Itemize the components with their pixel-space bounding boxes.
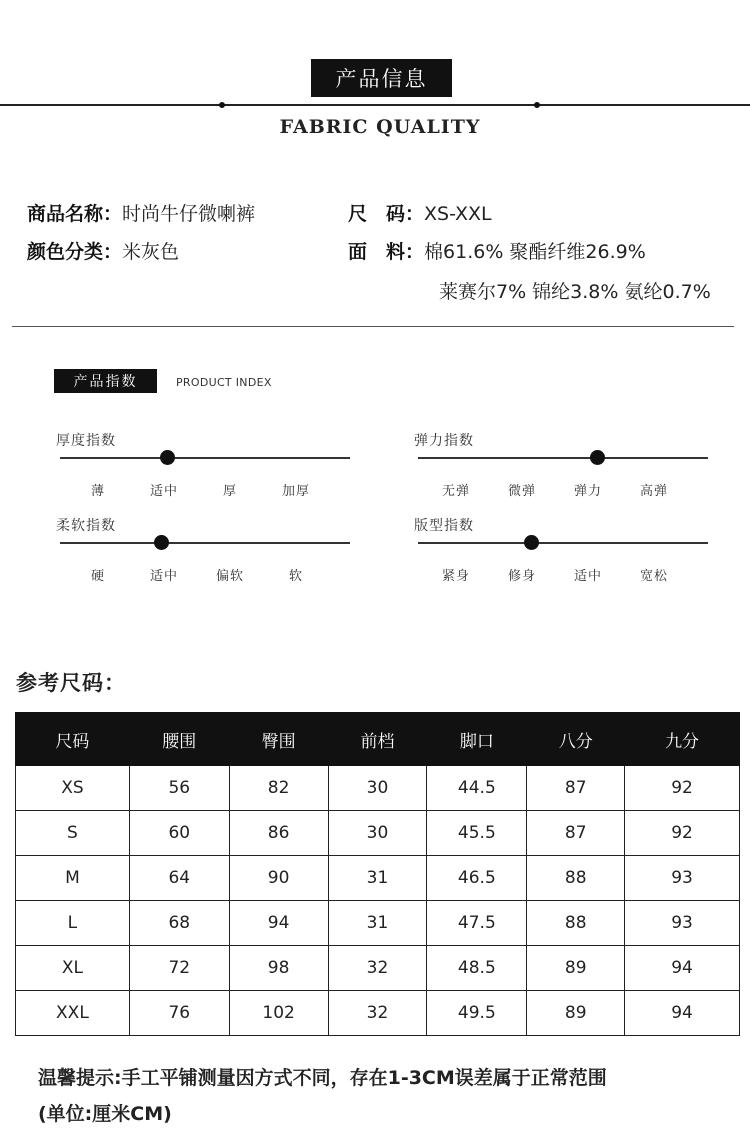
size-table-cell: XL (16, 946, 130, 991)
notice-line-2: (单位:厘米CM) (38, 1103, 172, 1125)
size-table-column-header: 臀围 (229, 713, 328, 766)
size-table-cell: 88 (527, 901, 625, 946)
scale-indicator (154, 535, 169, 550)
scale-title: 弹力指数 (414, 433, 474, 449)
size-table-header (16, 713, 740, 766)
scale-label: 无弹 (441, 484, 470, 499)
header-rule (0, 104, 750, 106)
section-title: 产品信息 (311, 59, 452, 97)
index-tag: 产品指数 (54, 369, 157, 393)
product-color (27, 237, 179, 264)
product-fabric-value-1: 棉61.6% 聚酯纤维26.9% (424, 241, 646, 263)
scale-track (418, 542, 708, 544)
size-table-cell: 92 (625, 811, 740, 856)
size-table-cell: 32 (328, 946, 427, 991)
size-table-row (16, 991, 740, 1036)
size-table-row (16, 901, 740, 946)
scale-title: 版型指数 (414, 518, 474, 534)
size-table-cell: 72 (129, 946, 229, 991)
size-table-cell: L (16, 901, 130, 946)
size-table-cell: 94 (625, 946, 740, 991)
product-fabric (348, 237, 646, 264)
size-table-row (16, 946, 740, 991)
size-table-cell: 89 (527, 991, 625, 1036)
size-table-cell: S (16, 811, 130, 856)
scale-label: 宽松 (639, 569, 668, 584)
size-table-cell: 76 (129, 991, 229, 1036)
header-rule-dot-right (534, 102, 540, 108)
scale-label: 厚 (222, 484, 237, 499)
scale-label: 偏软 (215, 569, 244, 584)
size-table-cell: 49.5 (427, 991, 527, 1036)
size-table-cell: 48.5 (427, 946, 527, 991)
size-table-cell: 98 (229, 946, 328, 991)
scale-label: 加厚 (281, 484, 310, 499)
scale-label: 微弹 (507, 484, 536, 499)
size-table-cell: 47.5 (427, 901, 527, 946)
scale-indicator (590, 450, 605, 465)
size-table-column-header: 八分 (527, 713, 625, 766)
size-table-cell: 56 (129, 766, 229, 811)
scale-title: 柔软指数 (56, 518, 116, 534)
size-table-cell: 102 (229, 991, 328, 1036)
scale-label: 修身 (507, 569, 536, 584)
scale-indicator (160, 450, 175, 465)
size-table-cell: XS (16, 766, 130, 811)
size-table-cell: 93 (625, 856, 740, 901)
size-table-row (16, 766, 740, 811)
size-table-row (16, 856, 740, 901)
product-name-value: 时尚牛仔微喇裤 (122, 203, 256, 225)
scale-label: 适中 (149, 484, 178, 499)
size-table (15, 712, 740, 1036)
scale-track (418, 457, 708, 459)
size-table-cell: 45.5 (427, 811, 527, 856)
product-size-value: XS-XXL (424, 203, 492, 225)
size-table-cell: 60 (129, 811, 229, 856)
scale-label: 薄 (90, 484, 105, 499)
header-rule-dot-left (219, 102, 225, 108)
scale-label: 适中 (149, 569, 178, 584)
product-size-label: 尺 码： (348, 203, 425, 225)
size-table-cell: M (16, 856, 130, 901)
size-table-cell: 68 (129, 901, 229, 946)
size-table-cell: 92 (625, 766, 740, 811)
size-table-title: 参考尺码： (16, 671, 126, 695)
size-table-cell: 32 (328, 991, 427, 1036)
index-tag-en: PRODUCT INDEX (176, 376, 272, 389)
size-table-cell: 87 (527, 811, 625, 856)
size-table-row (16, 811, 740, 856)
section-subtitle: FABRIC QUALITY (279, 116, 481, 138)
scale-label: 弹力 (573, 484, 602, 499)
size-table-cell: 87 (527, 766, 625, 811)
size-table-cell: 30 (328, 766, 427, 811)
size-table-cell: 90 (229, 856, 328, 901)
size-table-column-header: 九分 (625, 713, 740, 766)
size-table-cell: 89 (527, 946, 625, 991)
size-table-column-header: 脚口 (427, 713, 527, 766)
size-table-cell: 94 (229, 901, 328, 946)
product-name (27, 199, 255, 226)
size-table-cell: 94 (625, 991, 740, 1036)
product-color-value: 米灰色 (122, 241, 180, 263)
size-table-body (16, 766, 740, 1036)
notice-line-1: 温馨提示:手工平铺测量因方式不同，存在1-3CM误差属于正常范围 (38, 1067, 607, 1089)
size-table-cell: 44.5 (427, 766, 527, 811)
size-table-cell: 86 (229, 811, 328, 856)
product-fabric-label: 面 料： (348, 241, 425, 263)
product-fabric-value-2: 莱赛尔7% 锦纶3.8% 氨纶0.7% (439, 281, 711, 303)
size-table-cell: 30 (328, 811, 427, 856)
scale-title: 厚度指数 (56, 433, 116, 449)
scale-indicator (524, 535, 539, 550)
scale-label: 高弹 (639, 484, 668, 499)
product-color-label: 颜色分类： (27, 241, 123, 263)
scale-label: 软 (288, 569, 303, 584)
product-name-label: 商品名称： (27, 203, 123, 225)
size-table-cell: XXL (16, 991, 130, 1036)
size-table-cell: 88 (527, 856, 625, 901)
size-table-column-header: 尺码 (16, 713, 130, 766)
size-table-cell: 82 (229, 766, 328, 811)
size-table-column-header: 前档 (328, 713, 427, 766)
size-table-cell: 93 (625, 901, 740, 946)
scale-track (60, 457, 350, 459)
scale-track (60, 542, 350, 544)
info-divider (12, 326, 734, 327)
scale-label: 适中 (573, 569, 602, 584)
scale-label: 紧身 (441, 569, 470, 584)
size-table-cell: 31 (328, 901, 427, 946)
size-table-cell: 31 (328, 856, 427, 901)
size-table-cell: 64 (129, 856, 229, 901)
product-size (348, 199, 492, 226)
size-table-cell: 46.5 (427, 856, 527, 901)
size-table-column-header: 腰围 (129, 713, 229, 766)
scale-label: 硬 (90, 569, 105, 584)
